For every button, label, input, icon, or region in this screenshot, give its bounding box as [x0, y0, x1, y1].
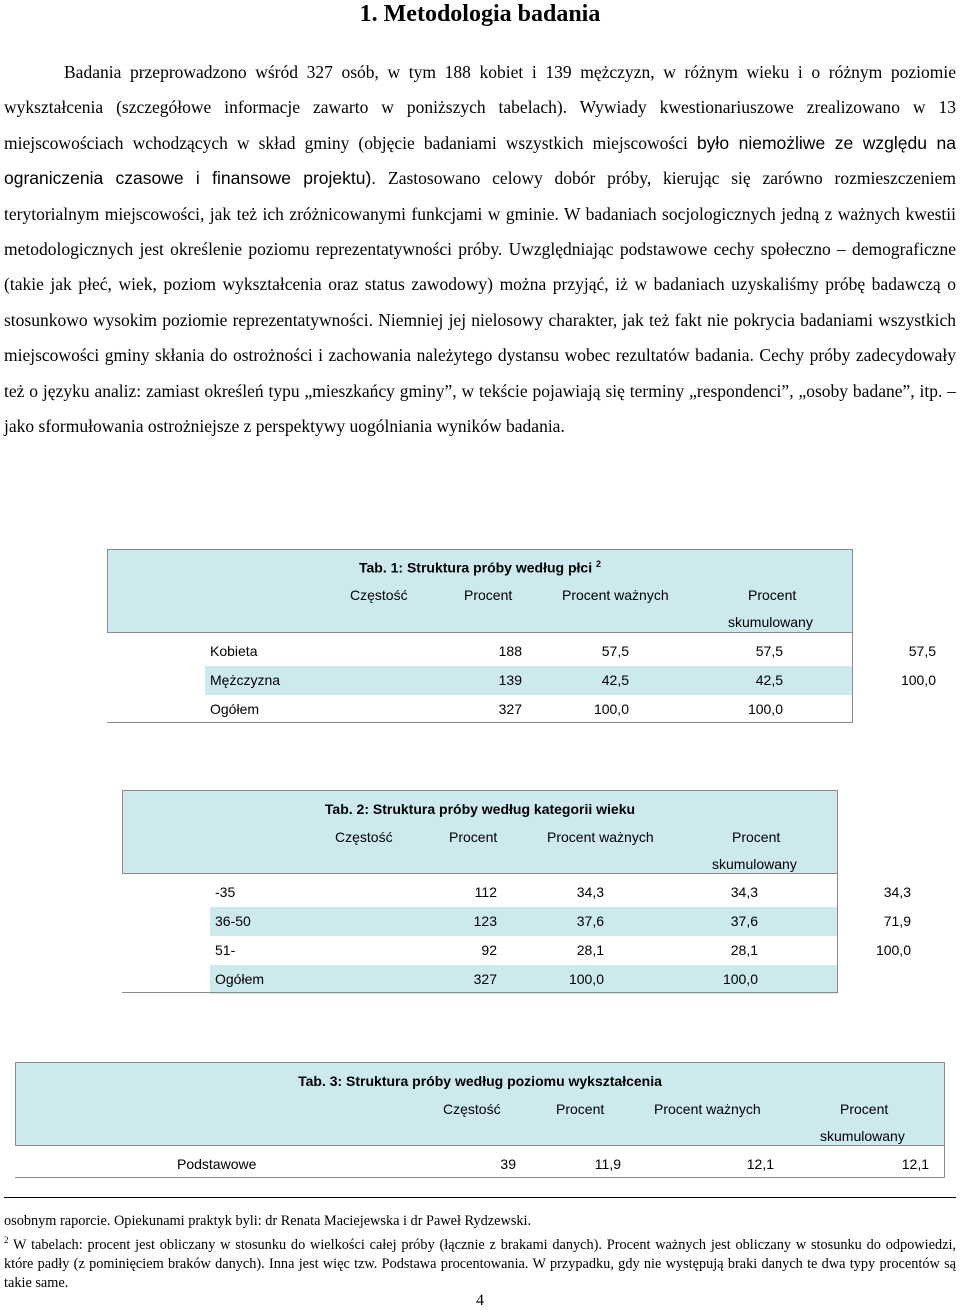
cell-frequency: 327 — [473, 971, 497, 987]
cell-valid-percent: 100,0 — [747, 701, 783, 717]
row-label: -35 — [215, 884, 236, 900]
col-header-percent: Procent — [449, 829, 498, 845]
col-header-percent: Procent — [556, 1101, 605, 1117]
cell-valid-percent: 100,0 — [722, 971, 758, 987]
cell-cumulative: 100,0 — [875, 942, 911, 958]
col-header-valid-percent: Procent ważnych — [654, 1101, 761, 1117]
col-header-frequency: Częstość — [335, 829, 393, 845]
col-header-frequency: Częstość — [443, 1101, 501, 1117]
col-header-valid-percent: Procent ważnych — [562, 587, 669, 603]
table-row — [205, 637, 936, 666]
table-education — [15, 1062, 945, 1178]
table-caption: Tab. 1: Struktura próby według płci $^2$ — [358, 559, 601, 576]
table-row — [210, 936, 911, 965]
table-right-border — [837, 874, 838, 993]
table-right-border — [852, 633, 853, 723]
cell-cumulative: 34,3 — [883, 884, 911, 900]
table-caption: Tab. 3: Struktura próby według poziomu wykształcenia — [298, 1073, 662, 1089]
row-label: Mężczyzna — [210, 672, 281, 688]
paragraph-segment-3: Zastosowano celowy dobór próby, kierując się zarówno rozmieszczeniem terytorialnym miejscowości, jak też ich zróżnicowanymi funkcjami w gminie. W badaniach socjologicznych jedną z ważnych kwestii metodologicznych jest określenie poziomu reprezentatywności próby. Uwzględniając podstawowe cechy społeczno – demograficzne (takie jak płeć, wiek, poziom wykształcenia oraz status zawodowy) można przyjąć, iż w badaniach uzyskaliśmy próbę badawczą o stosunkowo wysokim poziomie reprezentatywności. Niemniej jej nielosowy charakter, jak też fakt nie pokrycia badaniami wszystkich miejscowości gminy skłania do ostrożności i zachowania należytego dystansu wobec rezultatów badania. Cechy próby zadecydowały też o języku analiz: zamiast określeń typu „mieszkańcy gminy”, w tekście pojawiają się terminy „respondenci”, „osoby badane”, itp. – jako sformułowania ostrożniejsze z perspektywy uogólniania wyników badania. — [4, 168, 957, 437]
cell-frequency: 112 — [474, 884, 497, 900]
cell-cumulative: 71,9 — [883, 913, 911, 929]
cell-frequency: 39 — [500, 1156, 516, 1172]
cell-percent: 34,3 — [576, 884, 604, 900]
cell-valid-percent: 28,1 — [730, 942, 758, 958]
page-number: 4 — [476, 1292, 484, 1309]
cell-valid-percent: 12,1 — [746, 1156, 774, 1172]
footnote-2-text: W tabelach: procent jest obliczany w stosunku do wielkości całej próby (łącznie z brakami danych). Procent ważnych jest obliczany w stosunku do odpowiedzi, które padły (z pominięciem braków danych). Inna jest więc tzw. Podstawa procentowania. W przypadku, gdy nie występują braki danych te dwa typy procentów są takie same. — [4, 1236, 956, 1291]
table-bottom-border — [122, 992, 838, 993]
table-age — [122, 790, 911, 993]
col-header-percent: Procent — [464, 587, 513, 603]
table-bottom-border — [15, 1177, 945, 1178]
table-row — [205, 695, 853, 724]
footnote-continued: osobnym raporcie. Opiekunami praktyk byli: dr Renata Maciejewska i dr Paweł Rydzewski. — [4, 1213, 532, 1229]
row-label: Ogółem — [215, 971, 265, 987]
cell-percent: 37,6 — [576, 913, 604, 929]
row-label: 36-50 — [215, 913, 251, 929]
cell-valid-percent: 42,5 — [755, 672, 783, 688]
cell-percent: 100,0 — [593, 701, 629, 717]
cell-valid-percent: 37,6 — [730, 913, 758, 929]
cell-percent: 100,0 — [568, 971, 604, 987]
section-heading: 1. Metodologia badania — [359, 1, 601, 27]
table-row — [205, 666, 936, 695]
col-header-valid-percent: Procent ważnych — [547, 829, 654, 845]
footnote-separator — [4, 1197, 956, 1198]
cell-frequency: 123 — [473, 913, 497, 929]
cell-frequency: 139 — [498, 672, 522, 688]
row-label: 51- — [215, 942, 236, 958]
table-row — [210, 907, 911, 936]
cell-percent: 42,5 — [601, 672, 629, 688]
paragraph-segment-2: było niemożliwe ze względu na ograniczenia czasowe i finansowe projektu). — [4, 132, 956, 189]
footnote-2-marker: 2 — [4, 1235, 9, 1245]
cell-frequency: 327 — [498, 701, 522, 717]
table-row — [210, 878, 911, 907]
table-caption: Tab. 2: Struktura próby według kategorii wieku — [324, 801, 636, 817]
cell-percent: 57,5 — [601, 643, 629, 659]
table-gender — [107, 549, 936, 723]
col-header-frequency: Częstość — [350, 587, 408, 603]
row-label: Ogółem — [210, 701, 260, 717]
table-bottom-border — [107, 722, 853, 723]
cell-cumulative: 100,0 — [900, 672, 936, 688]
col-header-cumulative: Procent skumulowany — [712, 829, 797, 872]
col-header-cumulative: Procent skumulowany — [728, 587, 813, 630]
row-label: Podstawowe — [177, 1156, 257, 1172]
cell-frequency: 188 — [498, 643, 522, 659]
row-label: Kobieta — [210, 643, 258, 659]
cell-valid-percent: 57,5 — [755, 643, 783, 659]
methodology-paragraph — [4, 55, 956, 444]
cell-cumulative: 57,5 — [908, 643, 936, 659]
paragraph-segment-1: Badania przeprowadzono wśród 327 osób, w tym 188 kobiet i 139 mężczyzn, w różnym wieku i o różnym poziomie wykształcenia (szczegółowe informacje zawarto w poniższych tabelach). Wywiady kwestionariuszowe zrealizowano w 13 miejscowościach wchodzących w skład gminy (objęcie badaniami wszystkich miejscowości — [4, 62, 956, 153]
table-right-border — [944, 1146, 945, 1178]
table-row — [210, 965, 838, 994]
cell-valid-percent: 34,3 — [730, 884, 758, 900]
cell-cumulative: 12,1 — [901, 1156, 929, 1172]
col-header-cumulative: Procent skumulowany — [820, 1101, 905, 1144]
footnote-2 — [4, 1231, 956, 1293]
cell-frequency: 92 — [481, 942, 497, 958]
cell-percent: 11,9 — [594, 1156, 621, 1172]
cell-percent: 28,1 — [576, 942, 604, 958]
table-row — [15, 1150, 945, 1179]
